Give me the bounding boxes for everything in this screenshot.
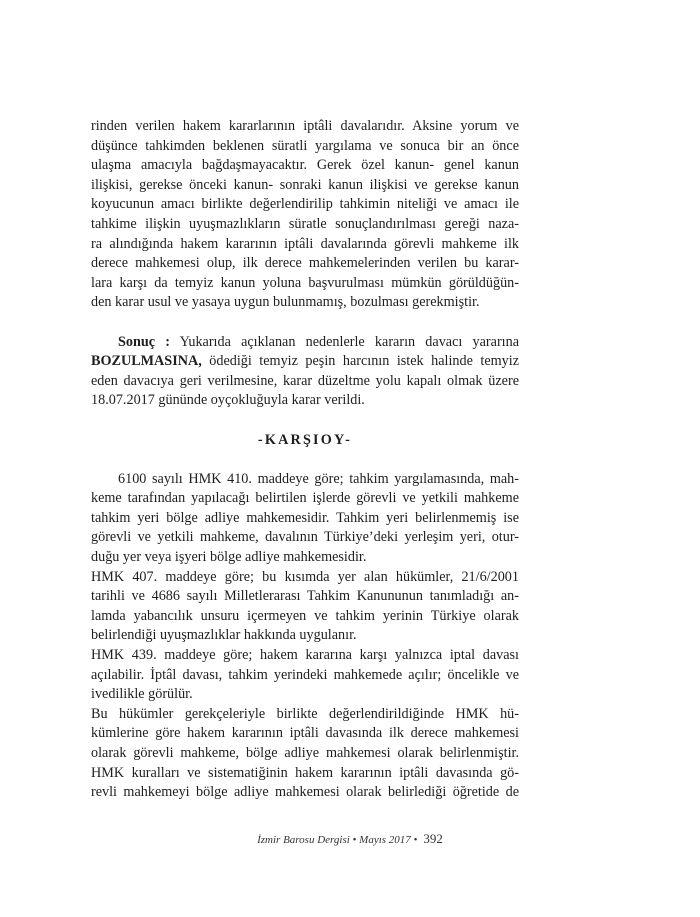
text-line: Bu hükümler gerekçeleriyle birlikte değerlendirildiğinde HMK hü- <box>91 705 519 722</box>
text-line: tahkim yeri bölge adliye mahkemesidir. Tahkim yeri belirlenmemiş ise <box>91 509 519 526</box>
page-number: 392 <box>423 831 443 846</box>
text-line: tarihli ve 4686 sayılı Milletlerarası Tahkim Kanununun tanımladığı an- <box>91 588 519 605</box>
text-line: duğu yer veya işyeri bölge adliye mahkemesidir. <box>91 549 367 566</box>
text-line: rinden verilen hakem kararlarının iptâli davalarıdır. Aksine yorum ve <box>91 118 519 134</box>
text-line: kümlerine göre hakem kararının iptâli davasında ilk derece mahkemesi <box>91 725 519 742</box>
text-line: 6100 sayılı HMK 410. maddeye göre; tahkim yargılamasında, mah- <box>118 470 519 487</box>
text-line: görevli ve yetkili mahkeme, davalının Türkiye’deki yerleşim yeri, otur- <box>91 529 519 546</box>
text-line: lara karşı da temyiz kanun yoluna başvurulması mümkün görüldüğün- <box>91 274 519 291</box>
paragraph-result <box>91 333 519 411</box>
text-line: koyucunun amacı birlikte değerlendirilip tahkimin niteliği ve amacı ile <box>91 196 519 213</box>
page-footer <box>0 832 700 847</box>
paragraph-dissent <box>91 470 519 803</box>
result-line-1: Sonuç : Yukarıda açıklanan nedenlerle kararın davacı yararına <box>118 333 519 350</box>
text-line: açılabilir. İptâl davası, tahkim yerindeki mahkemede açılır; öncelikle ve <box>91 666 519 683</box>
result-label: Sonuç : <box>118 333 170 350</box>
text-line: belirlendiği uyuşmazlıklar hakkında uygulanır. <box>91 627 357 644</box>
text-line: olarak görevli mahkeme, bölge adliye mahkemesi olarak belirlenmiştir. <box>91 745 519 761</box>
text-line: den karar usul ve yasaya uygun bulunmamış, bozulması gerekmiştir. <box>91 294 480 311</box>
text-line: ilişkisi, gerekse önceki kanun- sonraki kanun ilişkisi ve gerekse kanun <box>91 176 519 193</box>
text-line: HMK 407. maddeye göre; bu kısımda yer alan hükümler, 21/6/2001 <box>91 568 519 585</box>
page-body <box>91 117 519 803</box>
text-line: keme tarafından yapılacağı belirtilen işlerde görevli ve yetkili mahkeme <box>91 490 519 507</box>
text-line: derece mahkemesi olup, ilk derece mahkemelerinden verilen bu karar- <box>91 255 519 272</box>
result-line-4: 18.07.2017 gününde oyçokluğuyla karar verildi. <box>91 392 365 409</box>
result-line-3: eden davacıya geri verilmesine, karar düzeltme yolu kapalı olmak üzere <box>91 372 519 389</box>
text-line: ulaşma amacıyla bağdaşmayacaktır. Gerek özel kanun- genel kanun <box>91 157 519 174</box>
result-verdict: BOZULMASINA, <box>91 353 202 370</box>
text-line: ivedilikle görülür. <box>91 686 193 703</box>
text-line: tahkime ilişkin uyuşmazlıkların süratle sonuçlandırılması gereği naza- <box>91 215 519 232</box>
section-heading: -KARŞIOY- <box>257 431 353 448</box>
text-line: revli mahkemeyi bölge adliye mahkemesi olarak belirlediği öğretide de <box>91 784 519 801</box>
result-line-2: BOZULMASINA, ödediği temyiz peşin harcının istek halinde temyiz <box>91 353 519 370</box>
text-line: HMK 439. maddeye göre; hakem kararına karşı yalnızca iptal davası <box>91 647 519 664</box>
text-line: düşünce tahkimden beklenen süratli yargılama ve sonuca bir an önce <box>91 137 519 154</box>
journal-name: İzmir Barosu Dergisi • Mayıs 2017 • <box>257 834 418 846</box>
text-line: ra alındığında hakem kararının iptâli davalarında görevli mahkeme ilk <box>91 235 519 252</box>
text-line: HMK kuralları ve sistematiğinin hakem kararının iptâli davasında gö- <box>91 764 519 781</box>
text-line: lamda yabancılık unsuru içermeyen ve tahkim yerinin Türkiye olarak <box>91 607 519 624</box>
paragraph-reasoning <box>91 117 519 313</box>
